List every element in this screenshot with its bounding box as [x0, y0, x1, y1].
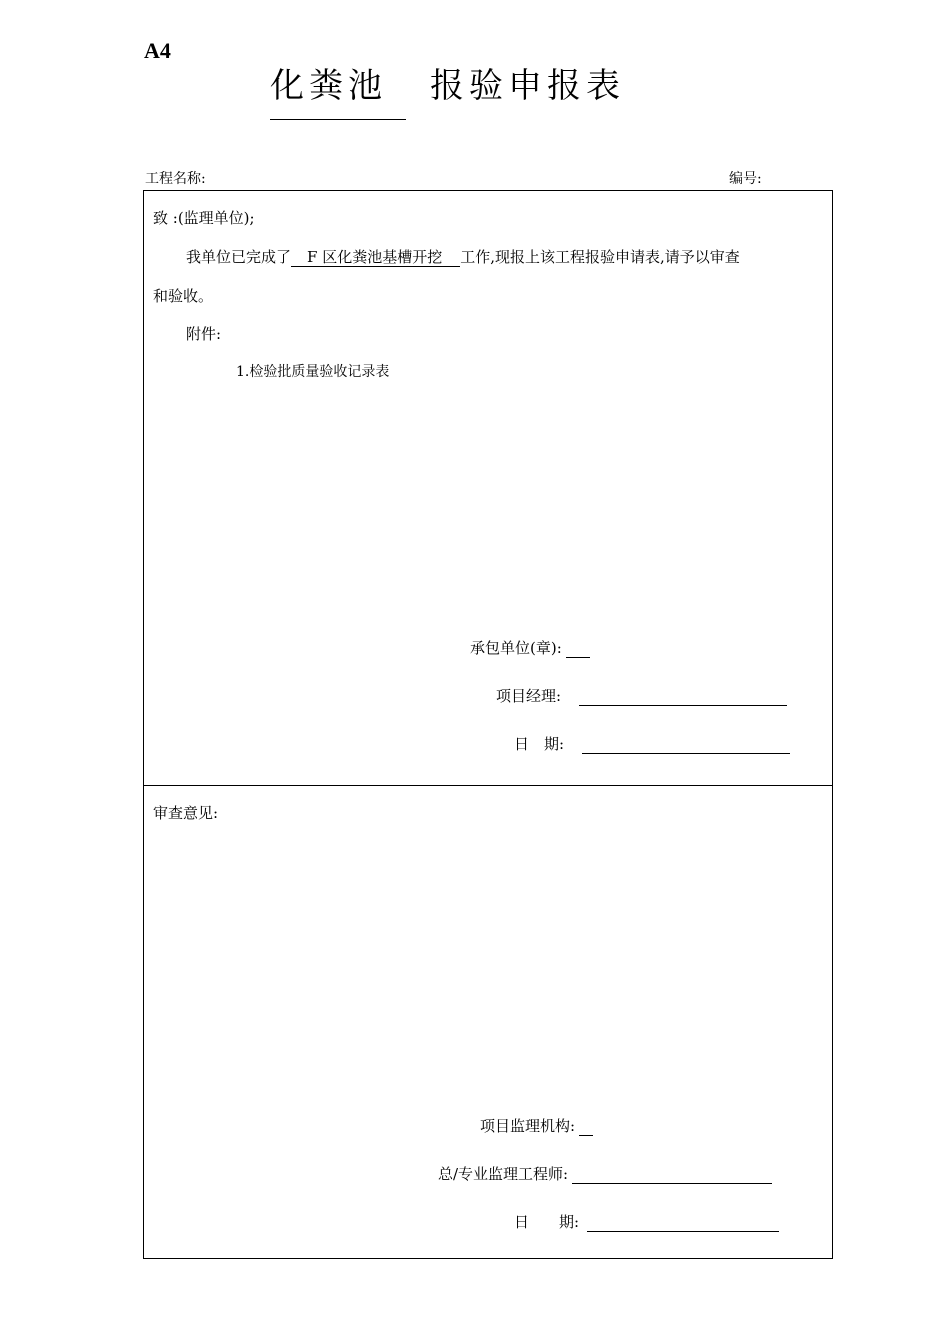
- title-subject: 化粪池: [270, 58, 406, 120]
- application-body-line-1: [186, 246, 740, 267]
- supervisor-org-row: [480, 1115, 593, 1136]
- application-date-label: 日 期:: [514, 735, 565, 753]
- work-item-field: F 区化粪池基槽开挖: [291, 249, 460, 267]
- form-code: A4: [144, 38, 171, 63]
- supervisor-org-label: 项目监理机构:: [480, 1117, 576, 1135]
- project-manager-row: [496, 685, 787, 706]
- application-body-line-2: 和验收。: [153, 287, 214, 305]
- body-suffix: 工作,现报上该工程报验申请表,请予以审查: [460, 248, 740, 266]
- project-name-label: 工程名称:: [145, 171, 206, 187]
- number-label: 编号:: [729, 171, 762, 187]
- to-line: 致 :(监理单位);: [153, 209, 255, 227]
- contractor-signature-line: [566, 641, 590, 658]
- review-date-label: 日 期:: [514, 1213, 580, 1231]
- project-manager-line: [579, 689, 787, 706]
- engineer-row: [438, 1163, 772, 1184]
- body-prefix: 我单位已完成了: [186, 248, 292, 266]
- attachment-item: 1.检验批质量验收记录表: [236, 364, 390, 380]
- engineer-signature-line: [572, 1167, 772, 1184]
- contractor-signature-row: [470, 637, 590, 658]
- contractor-label: 承包单位(章):: [470, 639, 562, 657]
- attachments-label: 附件:: [186, 325, 222, 343]
- application-date-row: [514, 733, 790, 754]
- project-manager-label: 项目经理:: [496, 687, 562, 705]
- review-section: [143, 785, 833, 1259]
- review-date-line: [587, 1215, 779, 1232]
- application-date-line: [582, 737, 790, 754]
- supervisor-org-line: [579, 1119, 593, 1136]
- page-title: [270, 58, 625, 120]
- review-date-row: [514, 1211, 779, 1232]
- title-main: 报验申报表: [430, 66, 625, 106]
- engineer-label: 总/专业监理工程师:: [438, 1165, 569, 1183]
- application-section: [143, 190, 833, 786]
- review-opinion-label: 审查意见:: [153, 804, 219, 822]
